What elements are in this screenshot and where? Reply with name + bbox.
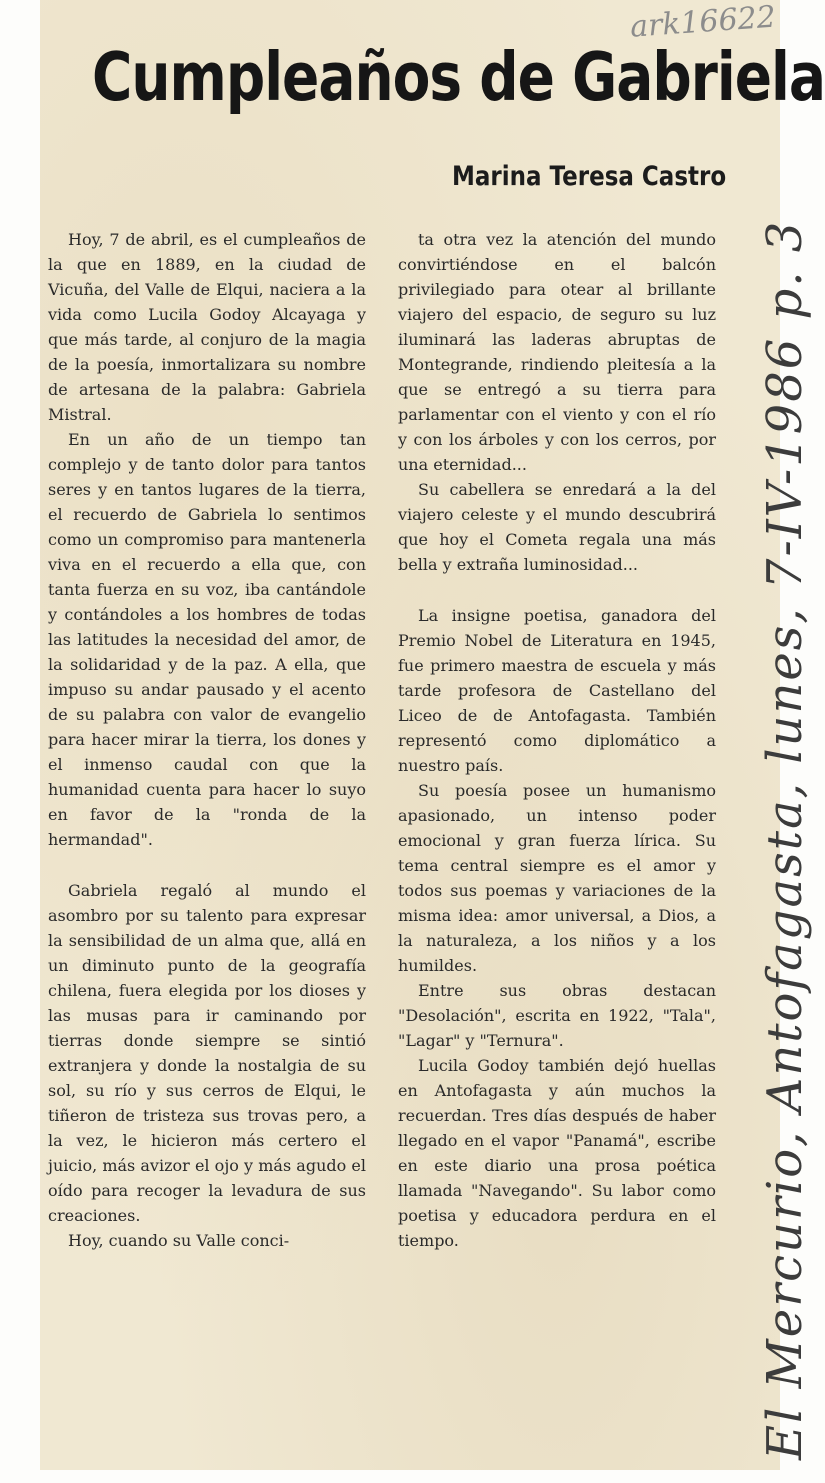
paragraph: Su cabellera se enredará a la del viajero celeste y el mundo descubrirá que hoy el Cometa regala una más bella y extraña luminosidad...	[398, 480, 716, 574]
left-column	[48, 227, 366, 1253]
paragraph: Hoy, cuando su Valle conci-	[68, 1231, 290, 1250]
paragraph: Entre sus obras destacan "Desolación", escrita en 1922, "Tala", "Lagar" y "Ternura".	[398, 981, 716, 1050]
paragraph: La insigne poetisa, ganadora del Premio Nobel de Literatura en 1945, fue primero maestra de escuela y más tarde profesora de Castellano del Liceo de de Antofagasta. También representó como diplomático a nuestro país.	[398, 606, 716, 775]
archive-code: ark16622	[628, 0, 777, 45]
paragraph: Hoy, 7 de abril, es el cumpleaños de la que en 1889, en la ciudad de Vicuña, del Valle de Elqui, naciera a la vida como Lucila Godoy Alcayaga y que más tarde, al conjuro de la magia de la poesía, inmortalizara su nombre de artesana de la palabra: Gabriela Mistral.	[48, 230, 366, 424]
paragraph: En un año de un tiempo tan complejo y de tanto dolor para tantos seres y en tantos lugares de la tierra, el recuerdo de Gabriela lo sentimos como un compromiso para mantenerla viva en el recuerdo a ella que, con tanta fuerza en su voz, iba cantándole y contándoles a los hombres de todas las latitudes la necesidad del amor, de la solidaridad y de la paz. A ella, que impuso su andar pausado y el acento de su palabra con valor de evangelio para hacer mirar la tierra, los dones y el inmenso caudal con que la humanidad cuenta para hacer lo suyo en favor de la "ronda de la hermandad".	[48, 430, 366, 849]
article-headline: Cumpleaños de Gabriela	[92, 38, 825, 117]
paragraph: Gabriela regaló al mundo el asombro por su talento para expresar la sensibilidad de un alma que, allá en un diminuto punto de la geografía chilena, fuera elegida por los dioses y las musas para ir caminando por tierras donde siempre se sintió extranjera y donde la nostalgia de su sol, su río y sus cerros de Elqui, le tiñeron de tristeza sus trovas pero, a la vez, le hicieron más certero el juicio, más avizor el ojo y más agudo el oído para recoger la levadura de sus creaciones.	[48, 881, 366, 1225]
handwritten-source-note: El Mercurio, Antofagasta, lunes, 7-IV-1986 p. 3	[757, 219, 813, 1460]
paragraph: ta otra vez la atención del mundo convirtiéndose en el balcón privilegiado para otear al brillante viajero del espacio, de seguro su luz iluminará las laderas abruptas de Montegrande, rindiendo pleitesía a la que se entregó a su tierra para parlamentar con el viento y con el río y con los árboles y con los cerros, por una eternidad...	[398, 230, 716, 474]
paragraph: Su poesía posee un humanismo apasionado, un intenso poder emocional y gran fuerza lírica. Su tema central siempre es el amor y todos sus poemas y variaciones de la misma idea: amor universal, a Dios, a la naturaleza, a los niños y a los humildes.	[398, 781, 716, 975]
right-column	[398, 227, 716, 1253]
article-byline: Marina Teresa Castro	[452, 162, 727, 192]
paragraph: Lucila Godoy también dejó huellas en Antofagasta y aún muchos la recuerdan. Tres días después de haber llegado en el vapor "Panamá", escribe en este diario una prosa poética llamada "Navegando". Su labor como poetisa y educadora perdura en el tiempo.	[398, 1056, 716, 1250]
